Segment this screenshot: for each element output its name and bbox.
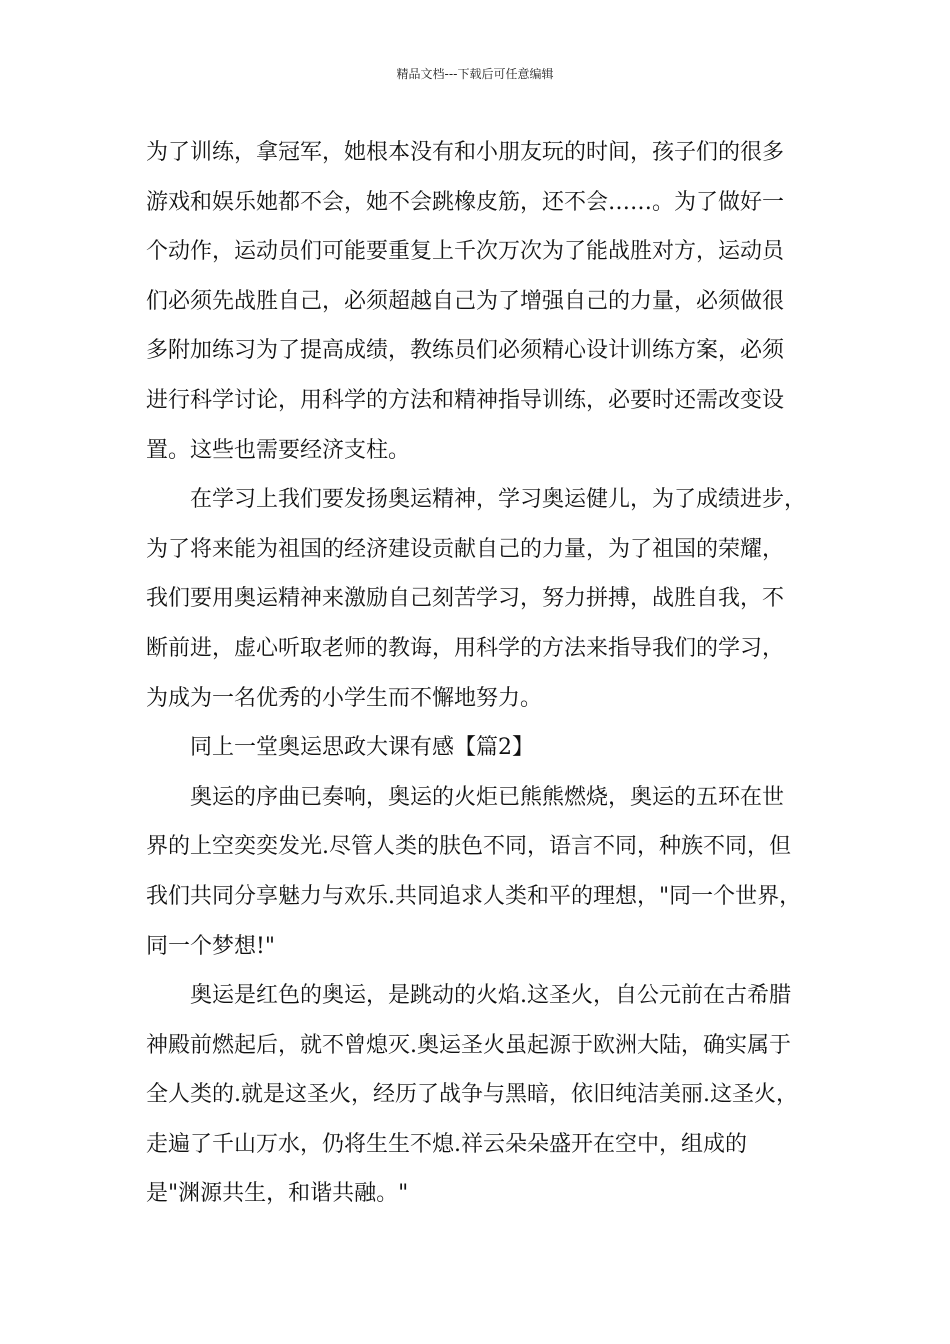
text-line: 为成为一名优秀的小学生而不懈地努力。	[146, 685, 543, 711]
text-line: 个动作，运动员们可能要重复上千次万次为了能战胜对方，运动员	[146, 239, 785, 265]
text-line: 游戏和娱乐她都不会，她不会跳橡皮筋，还不会……。为了做好一	[146, 189, 785, 215]
text-line: 全人类的.就是这圣火，经历了战争与黑暗，依旧纯洁美丽.这圣火，	[146, 1082, 798, 1108]
text-line: 置。这些也需要经济支柱。	[146, 437, 411, 463]
paragraph-start-line: 奥运是红色的奥运，是跳动的火焰.这圣火，自公元前在古希腊	[190, 983, 791, 1009]
text-line: 进行科学讨论，用科学的方法和精神指导训练，必要时还需改变设	[146, 387, 785, 413]
text-line: 我们共同分享魅力与欢乐.共同追求人类和平的理想，"同一个世界，	[146, 883, 802, 909]
text-line: 为了训练，拿冠军，她根本没有和小朋友玩的时间，孩子们的很多	[146, 140, 785, 165]
paragraph-start-line: 在学习上我们要发扬奥运精神，学习奥运健儿，为了成绩进步，	[190, 487, 807, 513]
text-line: 我们要用奥运精神来激励自己刻苦学习，努力拼搏，战胜自我，不	[146, 586, 785, 612]
text-line: 界的上空奕奕发光.尽管人类的肤色不同，语言不同，种族不同，但	[146, 834, 791, 860]
text-line: 为了将来能为祖国的经济建设贡献自己的力量，为了祖国的荣耀，	[146, 536, 785, 562]
text-line: 同一个梦想!"	[146, 933, 275, 959]
text-line: 们必须先战胜自己，必须超越自己为了增强自己的力量，必须做很	[146, 288, 785, 314]
text-line: 断前进，虚心听取老师的教诲，用科学的方法来指导我们的学习，	[146, 635, 785, 661]
page-header: 精品文档---下载后可任意编辑	[396, 67, 554, 81]
text-line: 走遍了千山万水，仍将生生不熄.祥云朵朵盛开在空中，组成的	[146, 1131, 747, 1157]
text-line: 是"渊源共生，和谐共融。"	[146, 1181, 409, 1207]
text-line: 多附加练习为了提高成绩，教练员们必须精心设计训练方案，必须	[146, 338, 785, 364]
paragraph-start-line: 奥运的序曲已奏响，奥运的火炬已熊熊燃烧，奥运的五环在世	[190, 784, 785, 810]
text-line: 神殿前燃起后，就不曾熄灭.奥运圣火虽起源于欧洲大陆，确实属于	[146, 1032, 791, 1058]
document-body	[146, 128, 822, 1219]
section-heading: 同上一堂奥运思政大课有感【篇2】	[190, 735, 534, 761]
